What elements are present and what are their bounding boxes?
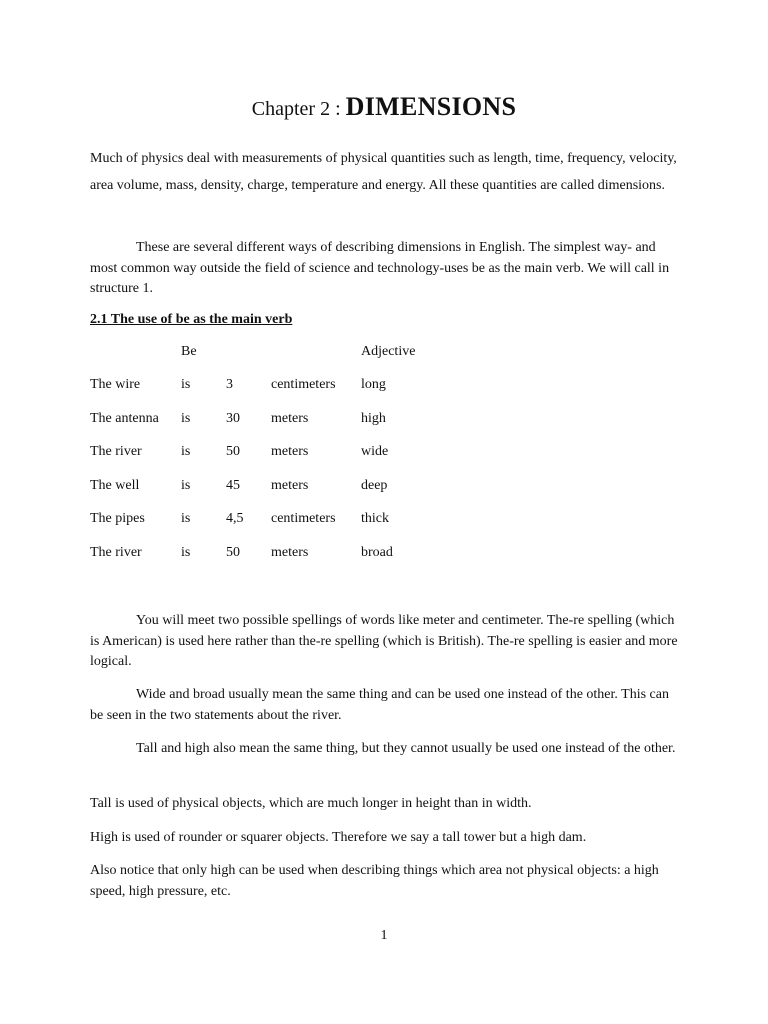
page-number: 1 <box>380 928 388 943</box>
chapter-name: DIMENSIONS <box>345 92 517 121</box>
notice-paragraph: Also notice that only high can be used when describing things which area not physical objects: a high speed, high pressure, etc. <box>90 863 659 899</box>
header-adjective: Adjective <box>361 344 416 359</box>
row-adjective: long <box>361 377 386 392</box>
row-verb: is <box>181 511 191 526</box>
row-number: 45 <box>226 478 240 493</box>
row-verb: is <box>181 478 191 493</box>
row-unit: meters <box>271 545 309 560</box>
row-adjective: high <box>361 411 386 426</box>
intro-paragraph: Much of physics deal with measurements of physical quantities such as length, time, frequency, velocity, area volume, mass, density, charge, temperature and energy. All these quantities are called dimensions. <box>90 151 677 193</box>
row-subject: The river <box>90 545 142 560</box>
row-number: 50 <box>226 444 240 459</box>
tall-high-paragraph: Tall and high also mean the same thing, but they cannot usually be used one instead of the other. <box>136 741 676 756</box>
row-adjective: wide <box>361 444 389 459</box>
chapter-title <box>0 92 768 122</box>
spellings-paragraph: You will meet two possible spellings of words like meter and centimeter. The-re spelling (which is American) is used here rather than the-re spelling (which is British). The-re spelling is easier and more logical. <box>90 613 678 669</box>
row-adjective: deep <box>361 478 388 493</box>
row-adjective: broad <box>361 545 393 560</box>
row-unit: meters <box>271 411 309 426</box>
row-number: 50 <box>226 545 240 560</box>
row-number: 3 <box>226 377 233 392</box>
wide-broad-paragraph: Wide and broad usually mean the same thing and can be used one instead of the other. This can be seen in the two statements about the river. <box>90 687 669 723</box>
row-unit: centimeters <box>271 511 336 526</box>
row-subject: The well <box>90 478 140 493</box>
row-verb: is <box>181 411 191 426</box>
row-subject: The pipes <box>90 511 145 526</box>
row-unit: meters <box>271 444 309 459</box>
row-number: 4,5 <box>226 511 244 526</box>
tall-use-paragraph: Tall is used of physical objects, which are much longer in height than in width. <box>90 796 532 811</box>
header-be: Be <box>181 344 197 359</box>
row-adjective: thick <box>361 511 389 526</box>
row-subject: The wire <box>90 377 141 392</box>
ways-paragraph: These are several different ways of describing dimensions in English. The simplest way- and most common way outside the field of science and technology-uses be as the main verb. We will call in structure 1. <box>90 240 670 296</box>
row-number: 30 <box>226 411 240 426</box>
high-use-paragraph: High is used of rounder or squarer objects. Therefore we say a tall tower but a high dam. <box>90 830 587 845</box>
row-subject: The antenna <box>90 411 159 426</box>
section-heading: 2.1 The use of be as the main verb <box>90 312 293 327</box>
chapter-prefix: Chapter 2 : <box>251 98 346 120</box>
row-unit: meters <box>271 478 309 493</box>
row-verb: is <box>181 545 191 560</box>
row-subject: The river <box>90 444 142 459</box>
row-verb: is <box>181 444 191 459</box>
row-unit: centimeters <box>271 377 336 392</box>
row-verb: is <box>181 377 191 392</box>
